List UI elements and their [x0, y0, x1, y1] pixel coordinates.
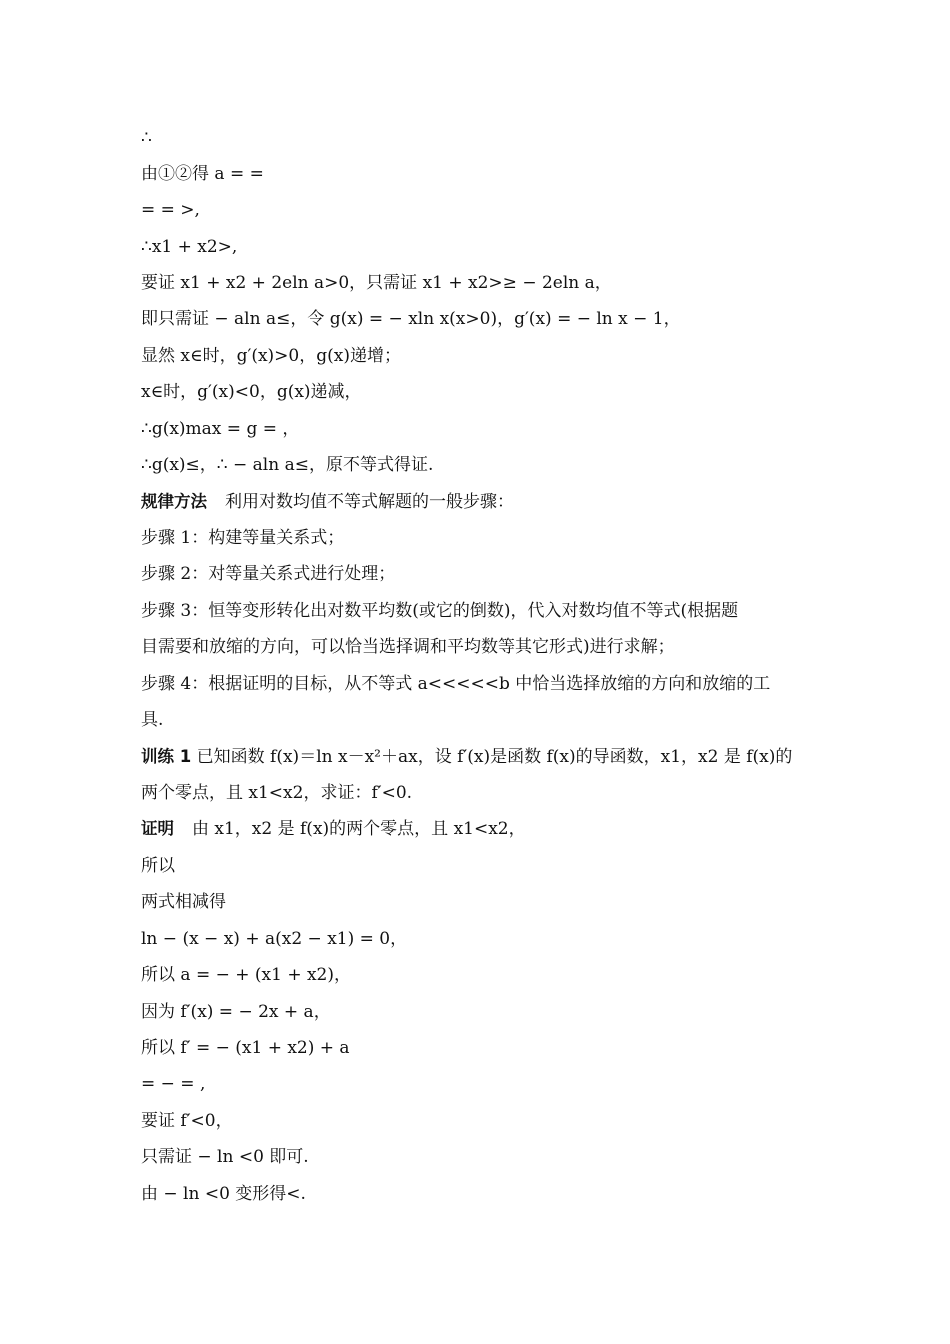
proof-paragraph	[141, 818, 526, 840]
proof-heading: 证明	[141, 819, 174, 838]
text-line: 由 − ln <0 变形得<.	[141, 1184, 306, 1204]
method-paragraph	[141, 491, 514, 513]
text-line: 两式相减得	[141, 892, 226, 912]
text-line: 由①②得 a = =	[141, 164, 264, 184]
text-line: 显然 x∈时，g′(x)>0，g(x)递增；	[141, 346, 401, 366]
text-line: ∴g(x)≤，∴ − aln a≤，原不等式得证.	[141, 455, 434, 475]
exercise-paragraph	[141, 746, 792, 768]
text-line: 步骤 1：构建等量关系式；	[141, 528, 345, 548]
text-line: 步骤 3：恒等变形转化出对数平均数(或它的倒数)，代入对数均值不等式(根据题	[141, 601, 739, 621]
text-line: = = >,	[141, 200, 200, 220]
text-line: 所以	[141, 856, 175, 876]
method-heading: 规律方法	[141, 492, 207, 511]
text-line: 步骤 4：根据证明的目标，从不等式 a<<<<<b 中恰当选择放缩的方向和放缩的工	[141, 674, 771, 694]
text-line: 只需证 − ln <0 即可.	[141, 1147, 309, 1167]
text-line: x∈时，g′(x)<0，g(x)递减，	[141, 382, 362, 402]
text-line: = − = ,	[141, 1074, 206, 1094]
text-line: 两个零点，且 x1<x2，求证：f′<0.	[141, 783, 413, 803]
text-line: ∴	[141, 128, 152, 148]
text-line: 步骤 2：对等量关系式进行处理；	[141, 564, 396, 584]
text-line: 即只需证 − aln a≤，令 g(x) = − xln x(x>0)，g′(x) = − ln x − 1，	[141, 309, 681, 329]
text-line: 所以 f′ = − (x1 + x2) + a	[141, 1038, 350, 1058]
text-line: 目需要和放缩的方向，可以恰当选择调和平均数等其它形式)进行求解；	[141, 637, 675, 657]
text-line: ∴g(x)max = g = ，	[141, 419, 300, 439]
text-line: 要证 x1 + x2 + 2eln a>0，只需证 x1 + x2>≥ − 2eln a，	[141, 273, 612, 293]
method-intro: 利用对数均值不等式解题的一般步骤：	[225, 492, 514, 512]
text-line: 具.	[141, 710, 164, 730]
exercise-text: 已知函数 f(x)＝ln x－x²＋ax，设 f′(x)是函数 f(x)的导函数，x1，x2 是 f(x)的	[196, 747, 793, 767]
text-line: ∴x1 + x2>,	[141, 237, 238, 257]
exercise-heading: 训练 1	[141, 747, 192, 766]
text-line: ln − (x − x) + a(x2 − x1) = 0，	[141, 929, 408, 949]
proof-text: 由 x1，x2 是 f(x)的两个零点，且 x1<x2，	[192, 819, 526, 839]
text-line: 所以 a = − + (x1 + x2)，	[141, 965, 352, 985]
text-line: 要证 f′<0，	[141, 1111, 233, 1131]
text-line: 因为 f′(x) = − 2x + a，	[141, 1002, 331, 1022]
